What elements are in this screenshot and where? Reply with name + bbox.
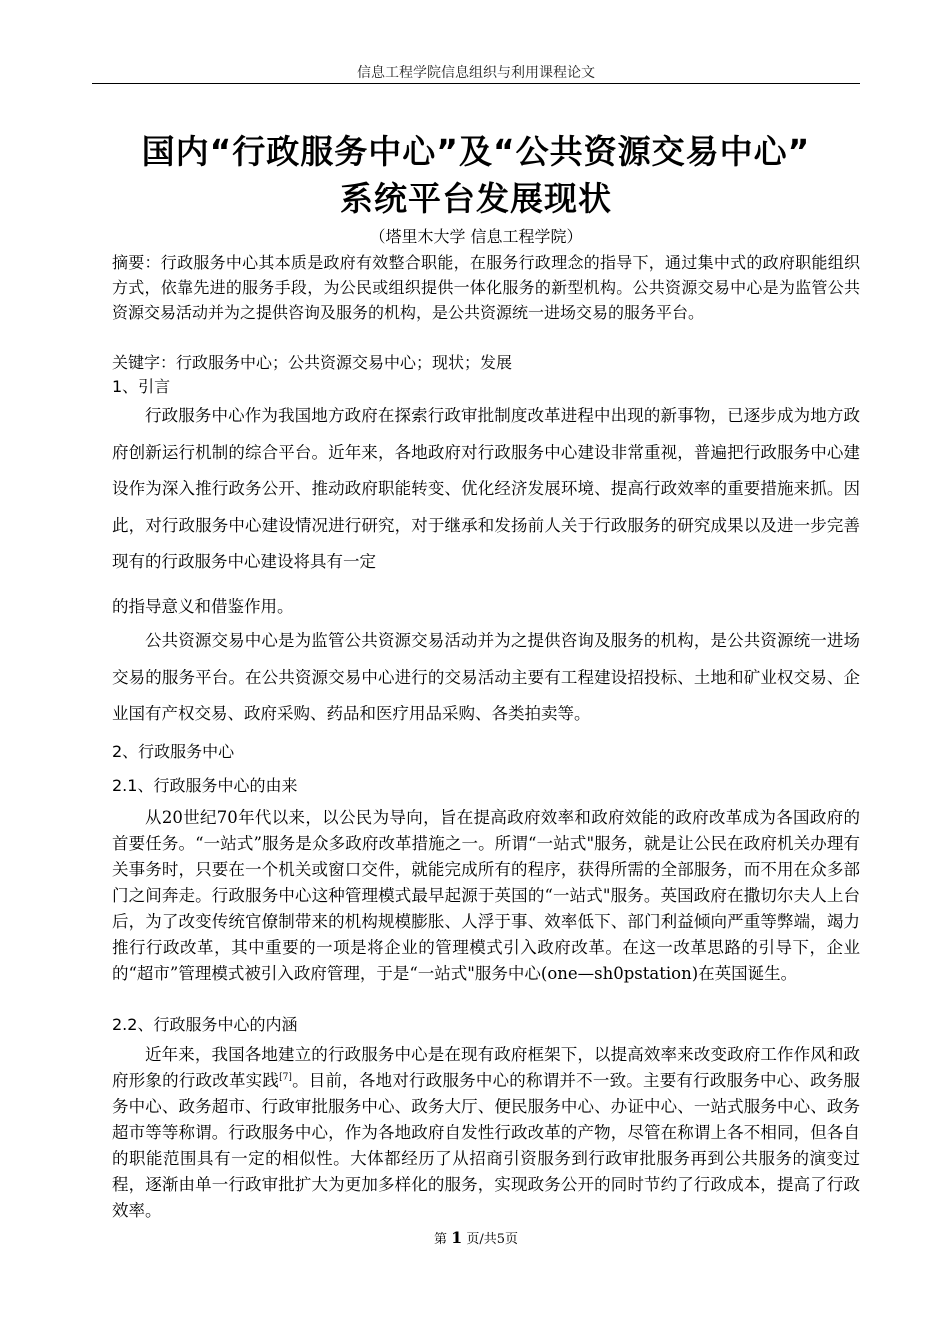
footer-suffix: 页/共5页 — [466, 1232, 519, 1247]
section-1-paragraph-1: 行政服务中心作为我国地方政府在探索行政审批制度改革进程中出现的新事物，已逐步成为地方政府创新运行机制的综合平台。近年来，各地政府对行政服务中心建设非常重视，普遍把行政服务中心建设作为深入推行政务公开、推动政府职能转变、优化经济发展环境、提高行政效率的重要措施来抓。因此，对行政服务中心建设情况进行研究，对于继承和发扬前人关于行政服务的研究成果以及进一步完善现有的行政服务中心建设将具有一定 — [112, 406, 860, 572]
keywords: 关键字：行政服务中心；公共资源交易中心；现状；发展 — [112, 353, 513, 372]
citation-ref[interactable]: [7] — [279, 1072, 292, 1083]
title-line-2: 系统平台发展现状 — [340, 179, 612, 218]
section-1-paragraph-2: 公共资源交易中心是为监管公共资源交易活动并为之提供咨询及服务的机构，是公共资源统一进场交易的服务平台。在公共资源交易中心进行的交易活动主要有工程建设招投标、土地和矿业权交易、企业国有产权交易、政府采购、药品和医疗用品采购、各类拍卖等。 — [112, 631, 860, 724]
abstract: 摘要：行政服务中心其本质是政府有效整合职能，在服务行政理念的指导下，通过集中式的政府职能组织方式，依靠先进的服务手段，为公民或组织提供一体化服务的新型机构。公共资源交易中心是为监管公共资源交易活动并为之提供咨询及服务的机构，是公共资源统一进场交易的服务平台。 — [112, 253, 860, 322]
page-number: 1 — [451, 1228, 463, 1247]
section-1-heading: 1、引言 — [112, 377, 171, 396]
title-line-1: 国内“行政服务中心”及“公共资源交易中心” — [141, 132, 811, 171]
header-rule — [92, 83, 860, 84]
section-2-1-heading: 2.1、行政服务中心的由来 — [112, 776, 298, 795]
section-2-heading: 2、行政服务中心 — [112, 742, 235, 761]
section-2-1-paragraph: 从20世纪70年代以来，以公民为导向，旨在提高政府效率和政府效能的政府改革成为各国政府的首要任务。“一站式”服务是众多政府改革措施之一。所谓“一站式"服务，就是让公民在政府机关办理有关事务时，只要在一个机关或窗口交件，就能完成所有的程序，获得所需的全部服务，而不用在众多部门之间奔走。行政服务中心这种管理模式最早起源于英国的“一站式"服务。英国政府在撒切尔夫人上台后，为了改变传统官僚制带来的机构规模膨胀、人浮于事、效率低下、部门利益倾向严重等弊端，竭力推行行政改革，其中重要的一项是将企业的管理模式引入政府改革。在这一改革思路的引导下，企业的“超市”管理模式被引入政府管理，于是“一站式"服务中心(one—sh0pstation)在英国诞生。 — [112, 808, 860, 983]
affiliation: （塔里木大学 信息工程学院） — [369, 227, 583, 246]
section-2-2-text-a: 近年来，我国各地建立的行政服务中心是在现有政府框架下，以提高效率来改变政府工作作风和政府形象的行政改革实践 — [112, 1045, 860, 1090]
section-2-2-paragraph — [112, 1042, 860, 1224]
running-header: 信息工程学院信息组织与利用课程论文 — [357, 65, 595, 81]
paper-title — [92, 128, 860, 222]
page-footer — [92, 1228, 860, 1247]
section-2-2-text-b: 。目前，各地对行政服务中心的称谓并不一致。主要有行政服务中心、政务服务中心、政务超市、行政审批服务中心、政务大厅、便民服务中心、办证中心、一站式服务中心、政务超市等等称谓。行政服务中心，作为各地政府自发性行政改革的产物，尽管在称谓上各不相同，但各自的职能范围具有一定的相似性。大体都经历了从招商引资服务到行政审批服务再到公共服务的演变过程，逐渐由单一行政审批扩大为更加多样化的服务，实现政务公开的同时节约了行政成本，提高了行政效率。 — [112, 1071, 861, 1220]
section-2-2-heading: 2.2、行政服务中心的内涵 — [112, 1015, 298, 1034]
section-1-paragraph-1-tail: 的指导意义和借鉴作用。 — [112, 597, 294, 616]
footer-prefix: 第 — [433, 1232, 447, 1247]
